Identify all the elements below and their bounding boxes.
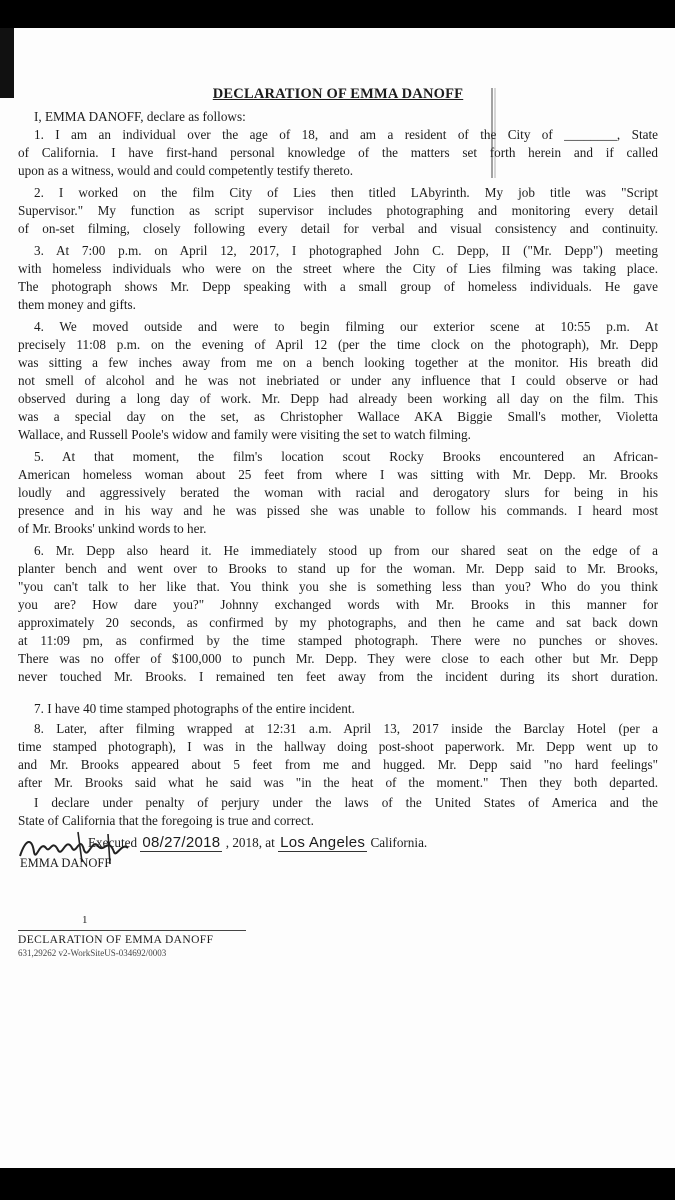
line-4: upon as a witness, would and could competently testify thereto. — [18, 163, 354, 178]
line-6: Supervisor." My function as script supervisor includes photographing and monitoring every detail — [18, 203, 658, 218]
line-32: 7. I have 40 time stamped photographs of the entire incident. — [34, 701, 355, 716]
line-7: of on-set filming, closely following every detail for verbal and visual consistency and continuity. — [18, 221, 658, 236]
line-33: 8. Later, after filming wrapped at 12:31 a.m. April 13, 2017 inside the Barclay Hotel (per a — [34, 721, 658, 736]
line-38: State of California that the foregoing is true and correct. — [18, 813, 314, 828]
line-23: of Mr. Brooks' unkind words to her. — [18, 521, 207, 536]
line-13: precisely 11:08 p.m. on the evening of April 12 (per the time clock on the photograph), Mr. Depp — [18, 337, 658, 352]
line-22: presence and in his way and he was pissed she was unable to follow his commands. I heard most — [18, 503, 658, 518]
line-12: 4. We moved outside and were to begin filming our exterior scene at 10:55 p.m. At — [34, 319, 658, 334]
top-shadow — [0, 0, 675, 28]
document-page — [0, 28, 675, 1168]
line-31: never touched Mr. Brooks. I remained ten feet away from the incident during its short duration. — [18, 669, 658, 684]
line-24: 6. Mr. Depp also heard it. He immediately stood up from our shared seat on the edge of a — [34, 543, 658, 558]
line-19: 5. At that moment, the film's location scout Rocky Brooks encountered an African- — [34, 449, 658, 464]
line-27: you are? How dare you?" Johnny exchanged words with Mr. Brooks in this manner for — [18, 597, 658, 612]
line-15: not smell of alcohol and he was not inebriated or under any influence that I could observe or had — [18, 373, 658, 388]
line-1: I, EMMA DANOFF, declare as follows: — [34, 109, 246, 124]
line-20: American homeless woman about 25 feet from where I was sitting with Mr. Depp. Mr. Brooks — [18, 467, 658, 482]
line-25: planter bench and went over to Brooks to stand up for the woman. Mr. Depp said to Mr. Brooks, — [18, 561, 658, 576]
line-28: approximately 20 seconds, as confirmed by my photographs, and then he came and sat back down — [18, 615, 658, 630]
line-10: The photograph shows Mr. Depp speaking with a small group of homeless individuals. He gave — [18, 279, 658, 294]
line-8: 3. At 7:00 p.m. on April 12, 2017, I photographed John C. Depp, II ("Mr. Depp") meeting — [34, 243, 658, 258]
line-18: Wallace, and Russell Poole's widow and family were visiting the set to watch filming. — [18, 427, 471, 442]
line-21: loudly and aggressively berated the woman with racial and derogatory slurs for being in his — [18, 485, 658, 500]
line-17: was a special day on the set, as Christopher Wallace AKA Biggie Small's mother, Violetta — [18, 409, 658, 424]
corner-shadow — [0, 28, 14, 98]
executed-date: 08/27/2018 — [142, 834, 221, 851]
signer-name: EMMA DANOFF — [20, 856, 112, 870]
line-11: them money and gifts. — [18, 297, 136, 312]
footer-code: 631,29262 v2-WorkSiteUS-034692/0003 — [18, 948, 167, 958]
document-title: DECLARATION OF EMMA DANOFF — [212, 86, 464, 102]
line-3: of California. I have first-hand personal knowledge of the matters set forth herein and if called — [18, 145, 658, 160]
line-29: at 11:09 pm, as confirmed by the time stamped photograph. There were no punches or shoves. — [18, 633, 658, 648]
line-36: after Mr. Brooks said what he said was "in the heat of the moment." Then they both departed. — [18, 775, 658, 790]
executed-city: Los Angeles — [280, 834, 366, 851]
line-9: with homeless individuals who were on the street where the City of Lies filming was taking place. — [18, 261, 658, 276]
executed-suffix: California. — [370, 835, 428, 850]
executed-middle: , 2018, at — [225, 835, 275, 850]
executed-prefix: Executed — [88, 835, 138, 850]
line-37: I declare under penalty of perjury under the laws of the United States of America and the — [34, 795, 658, 810]
line-2: 1. I am an individual over the age of 18, and am a resident of the City of ________, State — [34, 127, 658, 142]
line-34: time stamped photograph), I was in the hallway doing post-shoot paperwork. Mr. Depp went up to — [18, 739, 658, 754]
line-26: "you can't talk to her like that. You think you she is something less than you? Who do you think — [18, 579, 658, 594]
executed-line — [88, 834, 658, 852]
line-16: observed during a long day of work. Mr. Depp had already been working all day on the film. This — [18, 391, 658, 406]
footer-title: DECLARATION OF EMMA DANOFF — [18, 934, 214, 946]
line-14: was sitting a few inches away from me on a bench looking together at the monitor. His breath did — [18, 355, 658, 370]
line-5: 2. I worked on the film City of Lies then titled LAbyrinth. My job title was "Script — [34, 185, 658, 200]
footer-rule — [18, 930, 246, 931]
line-30: There was no offer of $100,000 to punch Mr. Depp. They were close to each other but Mr. Depp — [18, 651, 658, 666]
page-number: 1 — [82, 914, 88, 926]
line-35: and Mr. Brooks appeared about 5 feet from me and hugged. Mr. Depp said "no hard feelings" — [18, 757, 658, 772]
